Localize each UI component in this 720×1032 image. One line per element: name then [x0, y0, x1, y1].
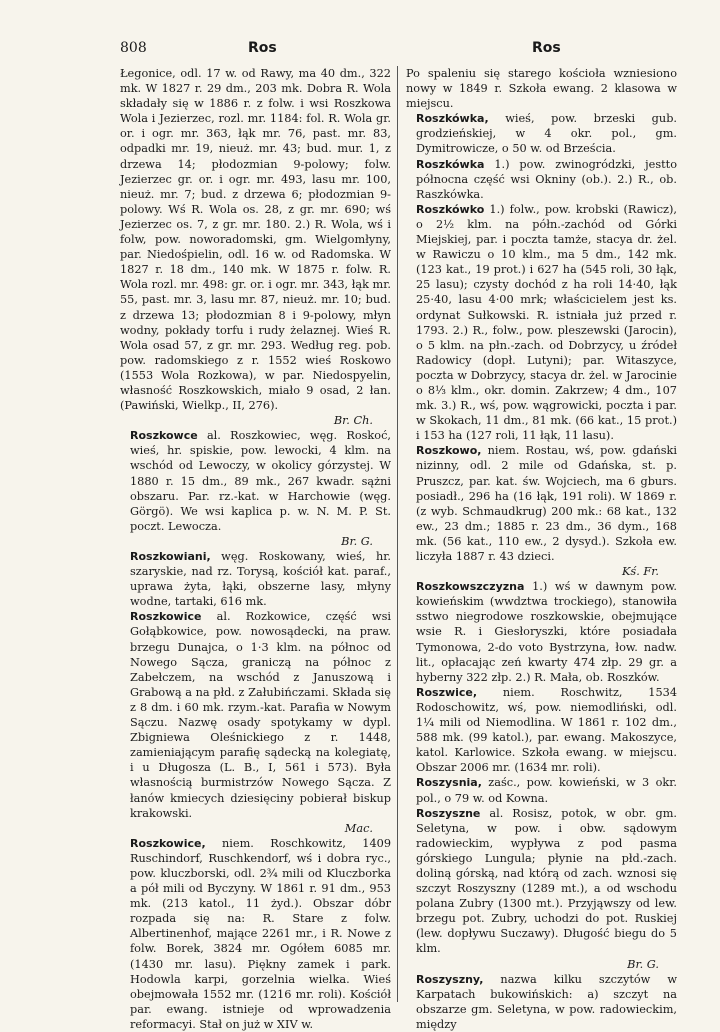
entry [120, 609, 391, 835]
entry-signature: Br. G. [627, 957, 659, 971]
entry-headword: Roszkowiani, [130, 550, 211, 563]
entry-text: niem. Rostau, wś, pow. gdański nizinny, odl. 2 mile od Gdańska, st. p. Pruszcz, par. kat. św. Wojciech, ma 6 gburs. posiadł., 296 ha (16 łąk, 191 roli). W 1869 r. (z wyb. Schmaudkrug) 200 mk.: 68 kat., 132 ew., 23 dm.; 1885 r. 23 dm., 36 dym., 168 mk. (56 kat., 110 ew., 2 dysyd.). Szkoła ew. liczyła 1887 r. 43 dzieci. [416, 444, 677, 563]
entry-signature: Br. G. [341, 534, 373, 548]
entry [406, 202, 677, 444]
entry-headword: Roszkowce [130, 429, 198, 443]
entry-signature: Kś. Fr. [621, 565, 659, 579]
entry [120, 836, 391, 1032]
entry [406, 579, 677, 685]
entry [406, 111, 677, 156]
entry-text: węg. Roskowany, wieś, hr. szaryskie, nad rz. Torysą, kościół kat. paraf., uprawa żyta, łąki, obszerne lasy, młyny wodne, tartaki, 616 mk. [130, 550, 391, 609]
page-number: 808 [120, 40, 147, 56]
entry [406, 66, 677, 111]
entry-signature: Br. Ch. [333, 414, 373, 428]
entry-headword: Roszkowice, [130, 836, 206, 850]
entry-text: 1.) pow. zwinogródzki, jestto północna część wsi Okniny (ob.). 2.) R., ob. Raszkówka. [416, 157, 677, 201]
entry-text: niem. Roschkowitz, 1409 Ruschindorf, Ruschkendorf, wś i dobra ryc., pow. kluczborski, odl. 2¾ mili od Kluczborka a pół mili od Byczyny. W 1861 r. 91 dm., 953 mk. (213 katol., 11 żyd.). Obszar dóbr rozpada się na: R. Stare z folw. Albertinenhof, mające 2261 mr., i R. Nowe z folw. Borek, 3824 mr. Ogółem 6085 mr. (1430 mr. lasu). Piękny zamek i park. Hodowla karpi, gorzelnia wielka. Wieś obejmowała 1552 mr. (1216 mr. roli). Kościół par. ewang. istnieje od wprowadzenia reformacyi. Stał on już w XIV w. [130, 836, 392, 1031]
entry [406, 157, 677, 202]
entry-headword: Roszwice, [416, 685, 478, 699]
entry-text: zaśc., pow. kowieński, w 3 okr. pol., o 79 w. od Kowna. [416, 776, 677, 805]
entry [120, 66, 391, 428]
entry-text: al. Roszkowiec, węg. Roskoć, wieś, hr. spiskie, pow. lewocki, 4 klm. na wschód od Lewoczy, w okolicy górzystej. W 1880 r. 15 dm., 89 mk., 267 kwadr. sążni obszaru. Par. rz.-kat. w Harchowie (węg. Görgö). We wsi kaplica p. w. N. M. P. St. poczt. Lewocza. [130, 429, 391, 533]
entry-text: al. Rosisz, potok, w obr. gm. Seletyna, w pow. i obw. sądowym radowieckim, wypływa z pod pasma górskiego Lungula; płynie na płd.-zach. doliną górską, nad którą od zach. wznosi się szczyt Roszyszny (1289 mt.), a od wschodu polana Zubry (1300 mt.). Przyjąwszy od lew. brzegu pot. Zubry, uchodzi do pot. Ruskiej (lew. dopływu Suczawy). Długość biegu do 5 klm. [416, 806, 677, 956]
entry-headword: Roszkówko [416, 202, 485, 216]
right-column [406, 66, 678, 1031]
entry-text: Po spaleniu się starego kościoła wzniesiono nowy w 1849 r. Szkoła ewang. 2 klasowa w miejscu. [406, 67, 677, 111]
entry-headword: Roszkowice [130, 610, 202, 624]
page-header [120, 40, 680, 62]
entry-headword: Roszkówka, [416, 112, 489, 126]
column-divider [397, 66, 398, 1002]
entry [120, 549, 391, 609]
entry-headword: Roszysnia, [416, 776, 482, 790]
entry-text: wieś, pow. brzeski gub. grodzieńskiej, w 4 okr. pol., gm. Dymitrowicze, o 50 w. od Brześcia. [416, 112, 678, 156]
entry-headword: Roszyszne [416, 806, 481, 820]
entry-text: niem. Roschwitz, 1534 Rodoschowitz, wś, pow. niemodliński, odl. 1¼ mili od Niemodlina. W 1861 r. 102 dm., 588 mk. (99 katol.), par. ewang. Makoszyce, katol. Karlowice. Szkoła ewang. w miejscu. Obszar 2006 mr. (1634 mr. roli). [416, 685, 678, 775]
entry [406, 775, 677, 805]
entry [120, 428, 391, 549]
entry-text: al. Rozkowice, część wsi Gołąbkowice, pow. nowosądecki, na praw. brzegu Dunajca, o 1·3 klm. na północ od Nowego Sącza, graniczą na północ z Zabełczem, na wschód z Januszową i Grabową a na płd. z Załubińczami. Składa się z 8 dm. i 60 mk. rzym.-kat. Parafia w Nowym Sączu. Nazwę osady spotykamy w dypl. Zbigniewa Oleśnickiego z r. 1448, zamieniającym parafię sądecką na kolegiatę, i u Długosza (L. B., I, 561 i 573). Była własnością burmistrzów Nowego Sącza. Z łanów kmiecych dziesięciny pobierał biskup krakowski. [130, 610, 391, 820]
entry-text: nazwa kilku szczytów w Karpatach bukowińskich: a) szczyt na obszarze gm. Seletyna, w pow. radowieckim, między [416, 972, 677, 1031]
entry [406, 443, 677, 579]
running-head-left: Ros [248, 40, 277, 56]
entry-headword: Roszyszny, [416, 972, 484, 986]
entry-text: 1.) folw., pow. krobski (Rawicz), o 2½ klm. na półn.-zachód od Górki Miejskiej, par. i poczta tamże, stacya dr. żel. w Rawiczu o 10 klm., ma 5 dm., 142 mk. (123 kat., 19 prot.) i 627 ha (545 roli, 30 łąk, 25 lasu); czysty dochód z ha roli 14·40, łąk 25·40, lasu 4·00 mrk; właścicielem jest ks. ordynat Sułkowski. R. istniała już przed r. 1793. 2.) R., folw., pow. pleszewski (Jarocin), o 5 klm. na płn.-zach. od Dobrzycy, u źródeł Radowicy (dopł. Lutyni); par. Witaszyce, poczta w Dobrzycy, stacya dr. żel. w Jarocinie o 8⅓ klm., okr. domin. Zakrzew; 4 dm., 107 mk. 3.) R., wś, pow. wągrowicki, poczta i par. w Skokach, 11 dm., 81 mk. (66 kat., 15 prot.) i 153 ha (127 roli, 11 łąk, 11 lasu). [416, 202, 677, 443]
entry [406, 972, 677, 1032]
entry-signature: Mac. [344, 821, 373, 835]
entry-headword: Roszkówka [416, 157, 485, 171]
entry-headword: Roszkowo, [416, 444, 482, 458]
entry-headword: Roszkowszczyzna [416, 580, 525, 594]
entry [406, 806, 677, 972]
left-column [120, 66, 392, 1031]
running-head-right: Ros [532, 40, 561, 56]
entry-text: 1.) wś w dawnym pow. kowieńskim (wwdztwa trockiego), stanowiła sstwo niegrodowe roszkowskie, obejmujące wsie R. i Giesłoryszki, które posiadała Tymonowa, 2-do voto Bystrzyna, łow. nadw. lit., opłacając zeń kwarty 474 złp. 29 gr. a hyberny 322 złp. 2.) R. Mała, ob. Roszków. [416, 580, 678, 684]
entry-text: Łegonice, odl. 17 w. od Rawy, ma 40 dm., 322 mk. W 1827 r. 29 dm., 203 mk. Dobra R. Wola składały się w 1886 r. z folw. i wsi Roszkowa Wola i Jezierzec, rozl. mr. 1184: fol. R. Wola gr. or. i ogr. mr. 363, łąk mr. 76, past. mr. 83, odpadki mr. 19, nieuż. mr. 43; bud. mur. 1, z drzewa 14; płodozmian 9-polowy; folw. Jezierzec gr. or. i ogr. mr. 493, lasu mr. 100, nieuż. mr. 7; bud. z drzewa 6; płodozmian 9-polowy. Wś R. Wola os. 28, z gr. mr. 690; wś Jezierzec os. 7, z gr. mr. 180. 2.) R. Wola, wś i folw, pow. noworadomski, gm. Wielgomłyny, par. Niedośpielin, odl. 16 w. od Radomska. W 1827 r. 18 dm., 140 mk. W 1875 r. folw. R. Wola rozl. mr. 498: gr. or. i ogr. mr. 343, łąk mr. 55, past. mr. 3, lasu mr. 87, nieuż. mr. 10; bud. z drzewa 13; płodozmian 8 i 9-polowy, młyn wodny, pokłady torfu i rudy żelaznej. Wieś R. Wola osad 57, z gr. mr. 293. Według reg. pob. pow. radomskiego z r. 1552 wieś Roskowo (1553 Wola Rozkowa), w par. Niedospyelin, własność Roszkowskich, miało 9 osad, 2 łan. (Pawiński, Wielkp., II, 276). [120, 67, 391, 413]
entry [406, 685, 677, 776]
